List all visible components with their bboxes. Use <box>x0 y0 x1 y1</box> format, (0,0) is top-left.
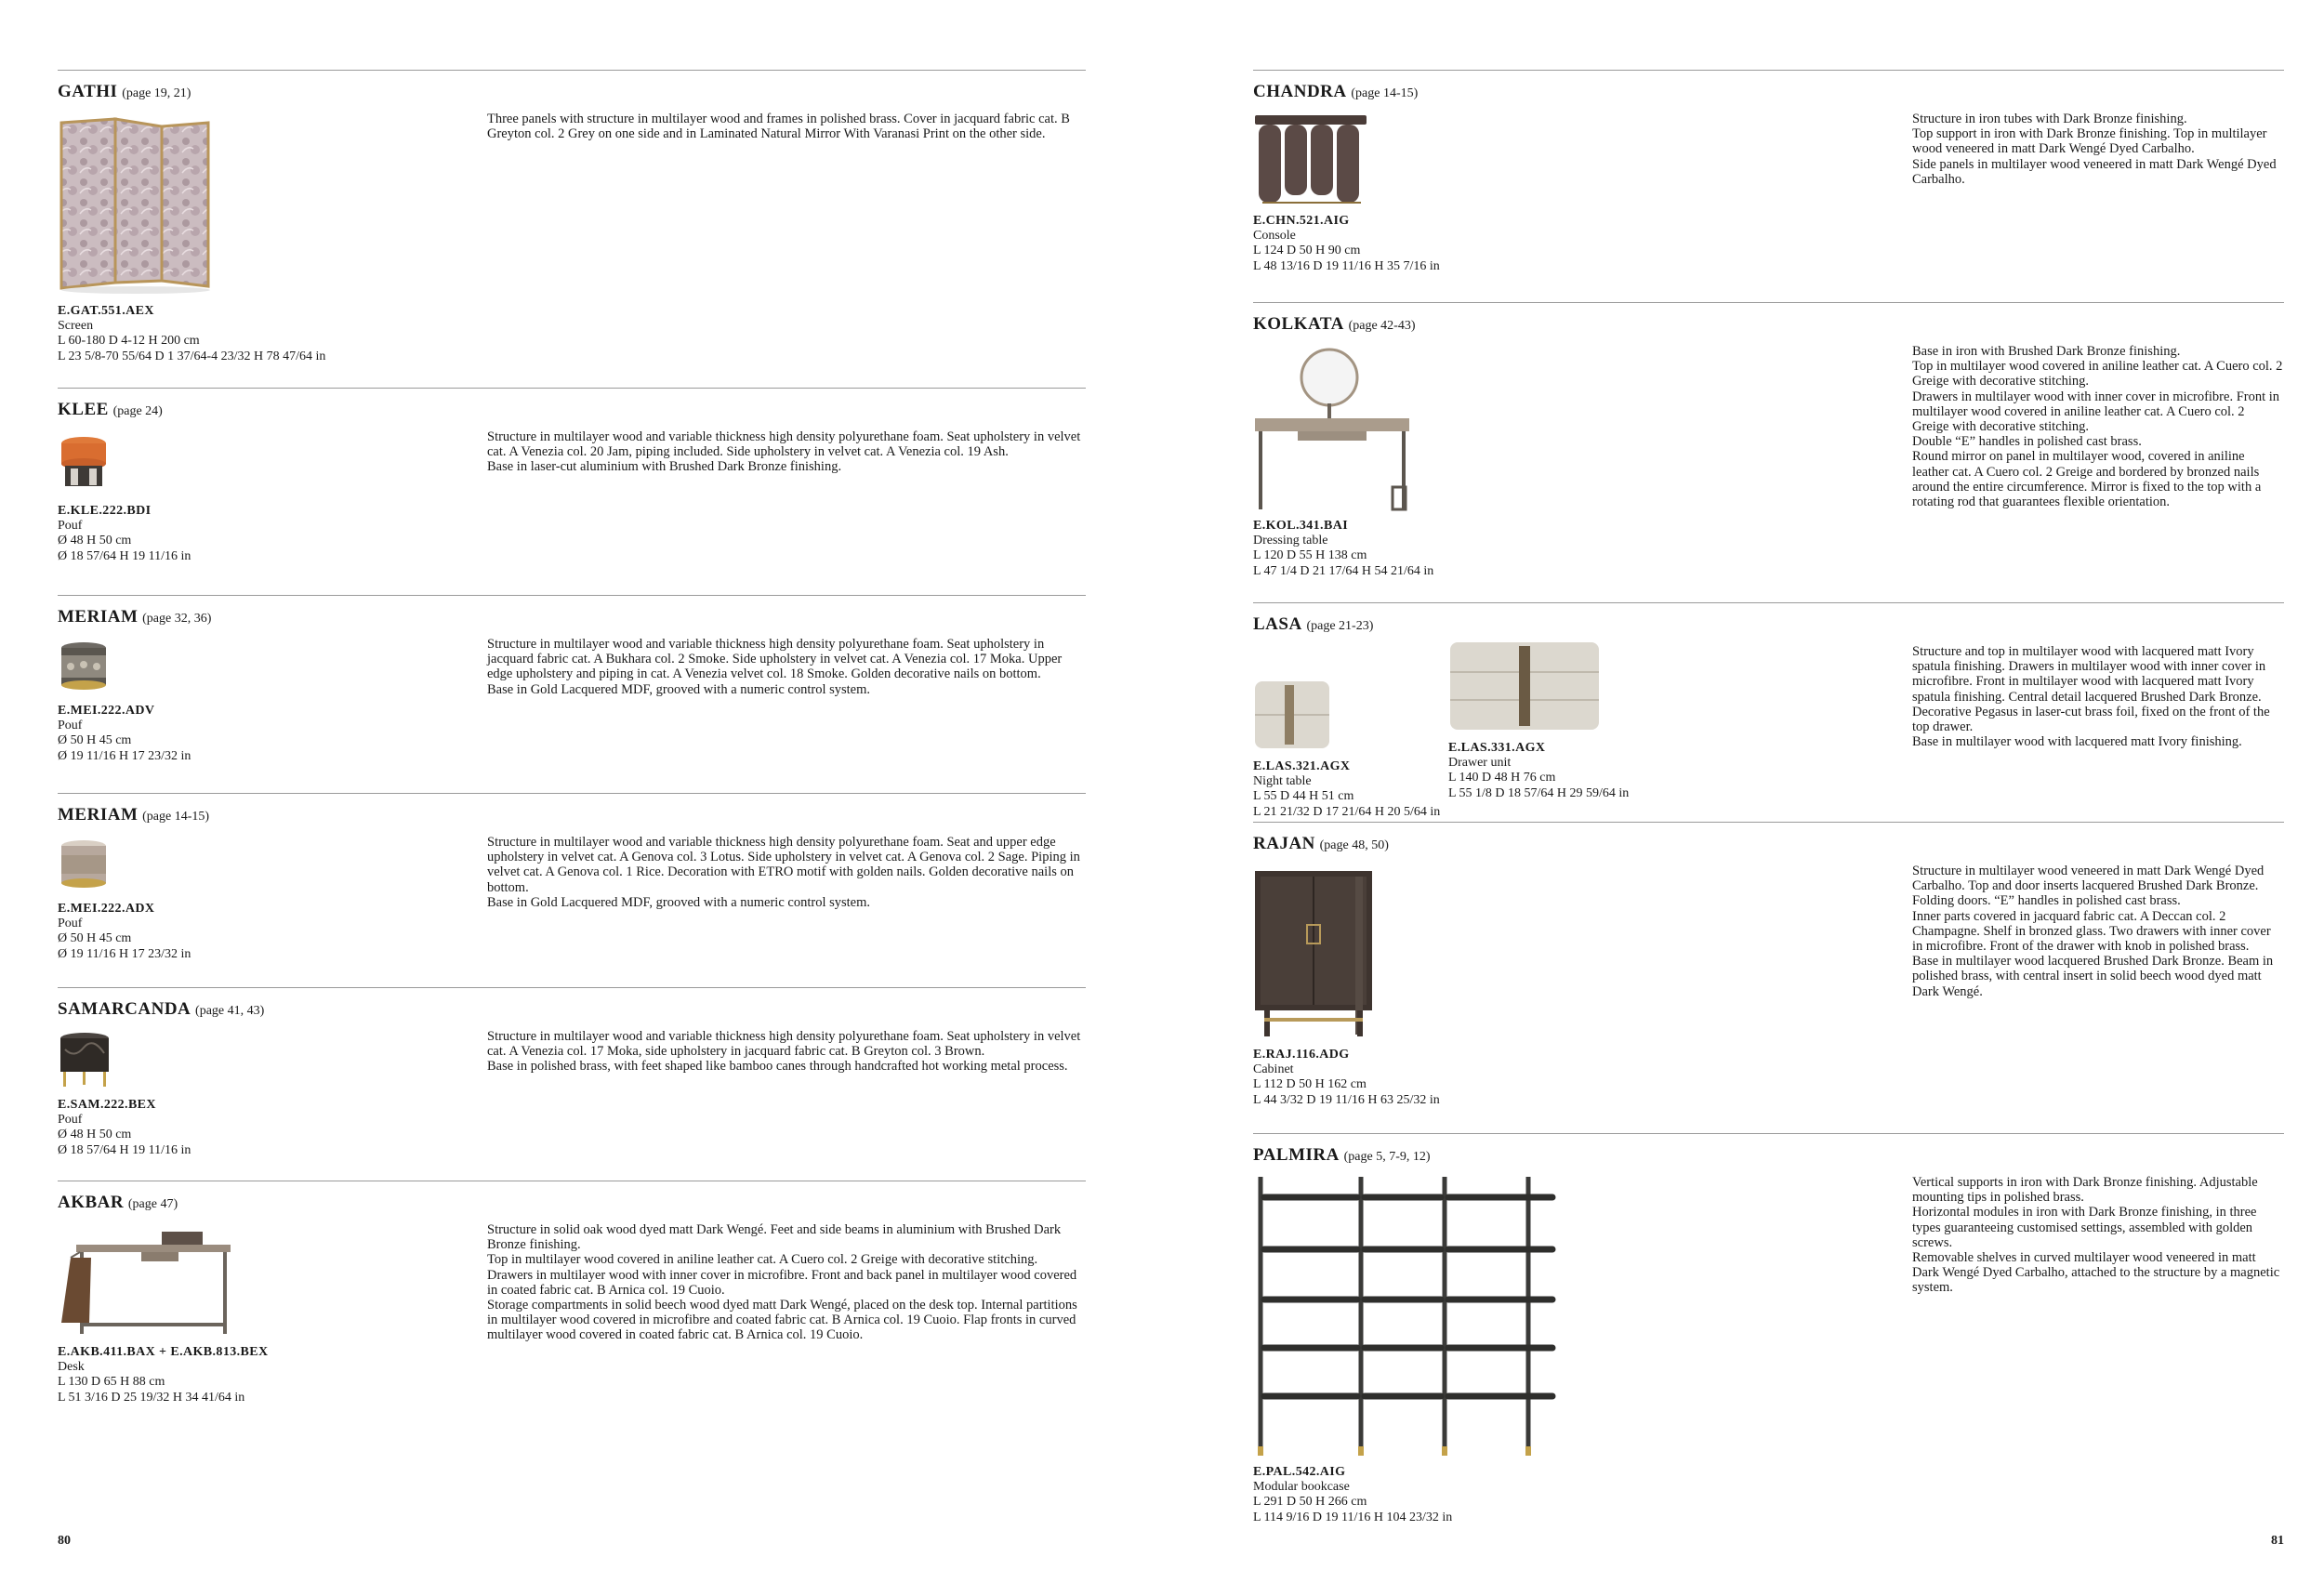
dimensions-in: L 47 1/4 D 21 17/64 H 54 21/64 in <box>1253 563 1434 578</box>
entry-title <box>58 607 211 627</box>
page-reference: (page 19, 21) <box>122 86 191 100</box>
product-code: E.LAS.331.AGX <box>1448 741 1546 755</box>
product-spec <box>58 504 191 564</box>
page-reference: (page 32, 36) <box>142 612 212 626</box>
page-reference: (page 14-15) <box>1351 86 1419 100</box>
description-paragraph: Structure in multilayer wood and variable thickness high density polyurethane foam. Seat upholstery in velvet cat. A Venezia col. 17 Moka, side upholstery in jacquard fabric cat. B Greyton col. 3 Brown. <box>487 1029 1081 1060</box>
product-name: MERIAM <box>58 607 139 627</box>
product-spec <box>1448 741 1629 801</box>
page-reference: (page 48, 50) <box>1319 838 1389 852</box>
description-paragraph: Structure in iron tubes with Dark Bronze finishing. <box>1912 112 2187 126</box>
product-item <box>58 838 191 962</box>
entry-title <box>1253 82 1418 102</box>
dimensions-cm: L 130 D 65 H 88 cm <box>58 1375 165 1390</box>
product-description <box>487 835 1086 910</box>
dimensions-cm: Ø 48 H 50 cm <box>58 534 132 548</box>
product-description <box>487 637 1086 697</box>
product-code: E.CHN.521.AIG <box>1253 214 1350 228</box>
product-description <box>487 1222 1086 1343</box>
catalogue-page-right <box>1162 0 2324 1570</box>
dimensions-cm: L 60-180 D 4-12 H 200 cm <box>58 334 200 349</box>
entry-title <box>58 999 264 1020</box>
dimensions-in: L 23 5/8-70 55/64 D 1 37/64-4 23/32 H 78 47/64 in <box>58 349 326 363</box>
dimensions-in: L 55 1/8 D 18 57/64 H 29 59/64 in <box>1448 785 1630 800</box>
product-code: E.PAL.542.AIG <box>1253 1465 1346 1479</box>
entry-kolkata <box>1253 302 2284 603</box>
product-item <box>1253 1175 1560 1525</box>
cabinet-illustration <box>1253 869 1374 1040</box>
description-paragraph: Side panels in multilayer wood veneered in matt Dark Wengé Dyed Carbalho. <box>1912 156 2277 187</box>
description-paragraph: Drawers in multilayer wood with inner cover in microfibre. Front and back panel in multilayer wood covered in coated fabric cat. B Arnica col. 19 Cuoio. <box>487 1267 1077 1298</box>
description-paragraph: Vertical supports in iron with Dark Bronze finishing. Adjustable mounting tips in polished brass. <box>1912 1175 2258 1206</box>
description-paragraph: Base in laser-cut aluminium with Brushed Dark Bronze finishing. <box>487 459 842 475</box>
description-paragraph: Top in multilayer wood covered in aniline leather cat. A Cuero col. 2 Greige with decorative stitching. <box>487 1252 1038 1268</box>
product-name: RAJAN <box>1253 834 1315 853</box>
entry-gathi <box>58 70 1086 387</box>
description-paragraph: Structure and top in multilayer wood with lacquered matt Ivory spatula finishing. Drawers in multilayer wood with inner cover in microfibre. Front in multilayer wood with lacquered matt Ivory spatula finishing. Central detail lacquered Brushed Dark Bronze. Decorative Pegasus in laser-cut brass foil, fixed on the front of the top drawer. <box>1912 644 2270 735</box>
product-spec <box>58 1098 191 1158</box>
product-spec <box>1253 519 1433 579</box>
product-code: E.SAM.222.BEX <box>58 1098 156 1112</box>
product-name: LASA <box>1253 614 1302 634</box>
bookcase-illustration <box>1253 1175 1560 1458</box>
product-type: Night table <box>1253 774 1312 789</box>
product-code: E.AKB.411.BAX + E.AKB.813.BEX <box>58 1345 269 1359</box>
entry-lasa <box>1253 602 2284 823</box>
dressing-table-illustration <box>1253 348 1411 511</box>
dimensions-in: Ø 18 57/64 H 19 11/16 in <box>58 1142 191 1157</box>
page-number: 80 <box>58 1534 71 1548</box>
night-table-illustration <box>1253 679 1337 752</box>
dimensions-cm: L 55 D 44 H 51 cm <box>1253 789 1354 804</box>
product-type: Dressing table <box>1253 534 1328 548</box>
page-reference: (page 47) <box>127 1197 178 1211</box>
dimensions-cm: L 124 D 50 H 90 cm <box>1253 244 1361 258</box>
description-paragraph: Base in Gold Lacquered MDF, grooved with a numeric control system. <box>487 894 870 910</box>
description-paragraph: Base in multilayer wood with lacquered matt Ivory finishing. <box>1912 734 2242 750</box>
console-illustration <box>1253 113 1368 206</box>
entry-title <box>1253 614 1373 635</box>
description-paragraph: Structure in multilayer wood veneered in matt Dark Wengé Dyed Carbalho. Top and door inserts lacquered Brushed Dark Bronze. <box>1912 864 2265 894</box>
screen-illustration <box>58 115 216 297</box>
dimensions-in: L 51 3/16 D 25 19/32 H 34 41/64 in <box>58 1390 245 1405</box>
product-name: PALMIRA <box>1253 1145 1340 1165</box>
product-description <box>1912 864 2284 999</box>
product-name: CHANDRA <box>1253 82 1347 101</box>
page-reference: (page 41, 43) <box>195 1004 265 1018</box>
product-name: KOLKATA <box>1253 314 1344 334</box>
dimensions-cm: Ø 50 H 45 cm <box>58 931 132 946</box>
product-spec <box>58 1345 269 1405</box>
product-name: KLEE <box>58 400 109 419</box>
page-reference: (page 5, 7-9, 12) <box>1343 1150 1431 1164</box>
drawer-unit-illustration <box>1448 640 1603 733</box>
product-spec <box>1253 759 1440 820</box>
product-code: E.LAS.321.AGX <box>1253 759 1351 773</box>
entry-title <box>1253 1145 1431 1166</box>
product-description <box>1912 644 2284 749</box>
description-paragraph: Top in multilayer wood covered in aniline leather cat. A Cuero col. 2 Greige with decorative stitching. <box>1912 359 2283 389</box>
entry-meriam-1 <box>58 595 1086 793</box>
pouf-illustration <box>58 838 113 894</box>
dimensions-in: Ø 19 11/16 H 17 23/32 in <box>58 946 191 961</box>
entry-akbar <box>58 1181 1086 1451</box>
dimensions-cm: L 140 D 48 H 76 cm <box>1448 771 1556 785</box>
product-item <box>58 1230 269 1405</box>
product-spec <box>58 902 191 962</box>
description-paragraph: Base in iron with Brushed Dark Bronze finishing. <box>1912 344 2181 359</box>
product-description <box>1912 112 2284 187</box>
description-paragraph: Double “E” handles in polished cast brass. <box>1912 434 2142 450</box>
dimensions-cm: Ø 48 H 50 cm <box>58 1128 132 1142</box>
product-code: E.MEI.222.ADV <box>58 704 155 718</box>
dimensions-cm: Ø 50 H 45 cm <box>58 733 132 748</box>
product-item <box>1253 869 1440 1108</box>
product-name: GATHI <box>58 82 118 101</box>
pouf-illustration <box>58 435 113 496</box>
page-reference: (page 14-15) <box>142 810 210 824</box>
description-paragraph: Structure in multilayer wood and variable thickness high density polyurethane foam. Seat upholstery in velvet cat. A Venezia col. 20 Jam, piping included. Side upholstery in velvet cat. A Venezia col. 19 Ash. <box>487 429 1081 460</box>
description-paragraph: Storage compartments in solid beech wood dyed matt Dark Wengé, placed on the desk top. Internal partitions in multilayer wood covered in microfibre and coated fabric cat. B Arnica col. 19 Cuoio. Flap fronts in curved multilayer wood covered in coated fabric cat. B Arnica col. 19 Cuoio. <box>487 1298 1077 1343</box>
product-name: MERIAM <box>58 805 139 825</box>
pouf-illustration <box>58 640 113 696</box>
product-type: Pouf <box>58 519 83 534</box>
product-type: Pouf <box>58 917 83 931</box>
product-item <box>1448 640 1629 801</box>
product-type: Desk <box>58 1360 85 1375</box>
entry-chandra <box>1253 70 2284 303</box>
entry-klee <box>58 388 1086 595</box>
entry-title <box>58 1193 178 1213</box>
page-reference: (page 21-23) <box>1306 619 1374 633</box>
dimensions-in: L 44 3/32 D 19 11/16 H 63 25/32 in <box>1253 1092 1440 1107</box>
product-code: E.RAJ.116.ADG <box>1253 1048 1350 1062</box>
description-paragraph: Horizontal modules in iron with Dark Bronze finishing, in three types guaranteeing customised settings, assembled with golden screws. <box>1912 1205 2257 1250</box>
dimensions-in: Ø 18 57/64 H 19 11/16 in <box>58 548 191 563</box>
product-name: AKBAR <box>58 1193 125 1212</box>
product-description <box>1912 1175 2284 1296</box>
description-paragraph: Three panels with structure in multilayer wood and frames in polished brass. Cover in jacquard fabric cat. B Greyton col. 2 Grey on one side and in Laminated Natural Mirror With Varanasi Print on the other side. <box>487 112 1070 142</box>
product-type: Pouf <box>58 1113 83 1128</box>
dimensions-in: L 48 13/16 D 19 11/16 H 35 7/16 in <box>1253 258 1440 273</box>
entry-title <box>58 82 191 102</box>
dimensions-cm: L 120 D 55 H 138 cm <box>1253 548 1367 563</box>
page-reference: (page 42-43) <box>1348 319 1416 333</box>
product-type: Modular bookcase <box>1253 1480 1350 1495</box>
description-paragraph: Base in polished brass, with feet shaped like bamboo canes through handcrafted hot working metal process. <box>487 1059 1068 1075</box>
product-description <box>1912 344 2284 509</box>
product-code: E.KLE.222.BDI <box>58 504 152 518</box>
pouf-illustration <box>58 1031 113 1090</box>
product-spec <box>58 704 191 764</box>
page-number: 81 <box>2271 1534 2284 1548</box>
description-paragraph: Drawers in multilayer wood with inner cover in microfibre. Front in multilayer wood covered in aniline leather cat. A Cuero col. 2 Greige with decorative stitching. <box>1912 389 2280 435</box>
product-type: Cabinet <box>1253 1062 1294 1077</box>
product-code: E.GAT.551.AEX <box>58 304 154 318</box>
product-spec <box>1253 1465 1560 1525</box>
product-item <box>58 640 191 764</box>
entry-title <box>1253 834 1389 854</box>
product-description <box>487 1029 1086 1075</box>
description-paragraph: Structure in multilayer wood and variable thickness high density polyurethane foam. Seat upholstery in jacquard fabric cat. A Bukhara col. 2 Smoke. Side upholstery in velvet cat. A Venezia col. 17 Moka. Upper edge upholstery and piping in cat. A Venezia velvet col. 18 Smoke. Golden decorative nails on bottom. <box>487 637 1063 682</box>
product-spec <box>1253 1048 1440 1108</box>
desk-illustration <box>58 1230 234 1338</box>
entry-rajan <box>1253 822 2284 1134</box>
product-item <box>1253 113 1440 274</box>
product-item <box>1253 348 1433 579</box>
dimensions-in: Ø 19 11/16 H 17 23/32 in <box>58 748 191 763</box>
entry-title <box>1253 314 1415 335</box>
description-paragraph: Inner parts covered in jacquard fabric cat. A Deccan col. 2 Champagne. Shelf in bronzed glass. Two drawers with inner cover in microfibre. Front of the drawer with knob in polished brass. <box>1912 908 2271 955</box>
dimensions-in: L 21 21/32 D 17 21/64 H 20 5/64 in <box>1253 804 1441 819</box>
entry-palmira <box>1253 1133 2284 1524</box>
entry-meriam-2 <box>58 793 1086 989</box>
product-item <box>58 1031 191 1158</box>
product-code: E.KOL.341.BAI <box>1253 519 1349 533</box>
product-item <box>58 435 191 564</box>
product-item <box>58 115 325 364</box>
product-item <box>1253 661 1440 820</box>
product-name: SAMARCANDA <box>58 999 191 1019</box>
dimensions-cm: L 112 D 50 H 162 cm <box>1253 1077 1367 1092</box>
description-paragraph: Top support in iron with Dark Bronze finishing. Top in multilayer wood veneered in matt Dark Wengé Dyed Carbalho. <box>1912 126 2267 157</box>
product-type: Console <box>1253 229 1296 244</box>
description-paragraph: Base in Gold Lacquered MDF, grooved with a numeric control system. <box>487 681 870 697</box>
entry-samarcanda <box>58 987 1086 1181</box>
entry-title <box>58 400 163 420</box>
dimensions-cm: L 291 D 50 H 266 cm <box>1253 1495 1367 1510</box>
product-spec <box>1253 214 1440 274</box>
page-reference: (page 24) <box>112 404 163 418</box>
description-paragraph: Base in multilayer wood lacquered Brushed Dark Bronze. Beam in polished brass, with central insert in solid beech wood dyed matt Dark Wengé. <box>1912 954 2274 999</box>
description-paragraph: Structure in multilayer wood and variable thickness high density polyurethane foam. Seat and upper edge upholstery in velvet cat. A Genova col. 3 Lotus. Side upholstery in velvet cat. A Genova col. 2 Sage. Piping in velvet cat. A Genova col. 1 Rice. Decoration with ETRO motif with golden nails. Golden decorative nails on bottom. <box>487 835 1080 895</box>
description-paragraph: Structure in solid oak wood dyed matt Dark Wengé. Feet and side beams in aluminium with Brushed Dark Bronze finishing. <box>487 1222 1062 1253</box>
product-description <box>487 112 1086 141</box>
entry-title <box>58 805 209 825</box>
product-type: Pouf <box>58 719 83 733</box>
product-spec <box>58 304 325 364</box>
product-type: Screen <box>58 319 94 334</box>
dimensions-in: L 114 9/16 D 19 11/16 H 104 23/32 in <box>1253 1510 1453 1524</box>
product-description <box>487 429 1086 475</box>
description-paragraph: Folding doors. “E” handles in polished cast brass. <box>1912 893 2181 909</box>
product-type: Drawer unit <box>1448 756 1512 771</box>
product-code: E.MEI.222.ADX <box>58 902 155 916</box>
description-paragraph: Round mirror on panel in multilayer wood, covered in aniline leather cat. A Cuero col. 2 Greige and bordered by bronzed nails around the entire circumference. Mirror is fixed to the top with a rotating rod that guarantees flexible orientation. <box>1912 449 2262 510</box>
description-paragraph: Removable shelves in curved multilayer wood veneered in matt Dark Wengé Dyed Carbalho, attached to the structure by a magnetic system. <box>1912 1250 2280 1296</box>
